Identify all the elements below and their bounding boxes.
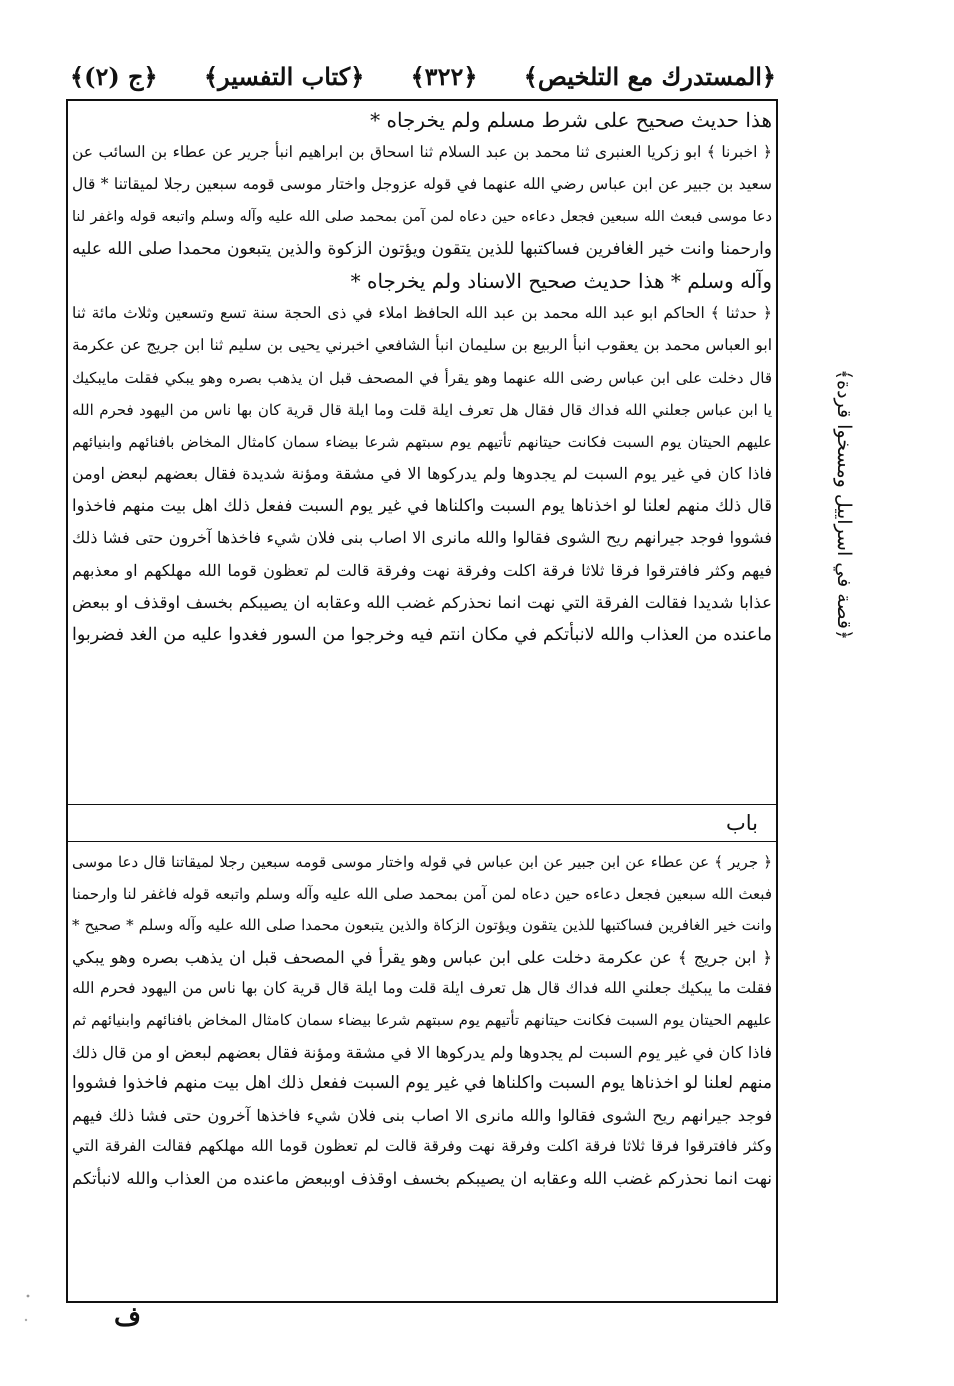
summary-line: منهم لعلنا لو اخذناها يوم السبت واكلناها في غير يوم السبت ففعل ذلك اهل بيت منهم فاخذوا فشووا [72, 1073, 772, 1094]
text-line: عذابا شديدا فقالت الفرقة التي نهت انما نحذركم غضب الله وعقابه ان يصيبكم بخسف اوقذف او ببعض [72, 592, 772, 612]
summary-line: ﴿ جرير ﴾ عن عطاء عن ابن جبير عن ابن عباس في قوله واختار موسى قومه سبعين رجلا لميقاتنا قال دعا موسى [72, 853, 772, 871]
page-number: ﴿٣٢٢﴾ [410, 61, 478, 91]
running-header [70, 56, 776, 96]
text-line: فاذا كان في غير يوم السبت لم يجدوها ولم يدركوها الا في مشقة ومؤنة شديدة فقال بعضهم لبعض اومن [72, 464, 772, 484]
summary-line: فوجد جيرانهم ريح الشوى فقالوا والله مانرى الا اصاب بنى فلان شيء فاخذها آخرون حتى فشا ذلك فيهم [72, 1105, 772, 1125]
section-title: ﴿كتاب التفسير﴾ [203, 61, 365, 91]
main-text-block [72, 104, 772, 651]
text-line: ﴿ اخبرنا ﴾ ابو زكريا العنبرى ثنا محمد بن عبد السلام ثنا اسحاق بن ابراهيم انبأ جرير عن عطاء بن السائب عن [72, 143, 772, 162]
summary-line: وانت خير الغافرين فساكتبها للذين يتقون ويؤتون الزكاة والذين يتبعون محمدا صلى الله عليه وآله وسلم * صحيح * [72, 916, 772, 935]
text-line: عليهم الحيتان يوم السبت فكانت حيتانهم تأتيهم يوم سبتهم شرعا بيضاء سمان كامثال المخاض بافنائهم وابنيائهم [72, 432, 772, 451]
text-line: ماعنده من العذاب والله لانبأتكم في مكان انتم فيه وخرجوا من السور فغدوا عليه من الغد فضربوا [72, 625, 772, 645]
scan-speck-icon [18, 1290, 38, 1330]
volume-label: ﴿ج (٢)﴾ [70, 61, 158, 91]
summary-text-block [72, 847, 772, 1195]
summary-line: نهت انما نحذركم غضب الله وعقابه ان يصيبكم بخسف اوقذف اوببعض ماعنده من العذاب والله لانبأتكم [72, 1168, 772, 1188]
text-line: هذا حديث صحيح على شرط مسلم ولم يخرجاه * [370, 108, 772, 132]
text-line: فشووا فوجد جيرانهم ريح الشوى فقالوا والله مانرى الا اصاب بنى فلان شيء فاخذها آخرون حتى فشا ذلك [72, 528, 772, 548]
summary-line: وكثر فافترقوا فرقا ثلاثا فرقة اكلت وفرقة نهت وفرقة قالت لم تعظون قوما الله مهلكهم فقالت الفرقة التي [72, 1137, 772, 1156]
margin-note: ﴿قصة في اسراييل ومسخوا قردة﴾ [833, 368, 855, 640]
text-line: سعيد بن جبير عن ابن عباس رضي الله عنهما في قوله عزوجل واختار موسى قومه سبعين رجلا لميقاتنا * قال [72, 175, 772, 194]
text-line: قال ذلك منهم لعلنا لو اخذناها يوم السبت واكلناها في غير يوم السبت ففعل ذلك اهل بيت منهم فاخذوا [72, 496, 772, 516]
text-line: قال دخلت على ابن عباس رضى الله عنهما وهو يقرأ في المصحف قبل ان يذهب بصره وهو يبكي فقلت مايبكيك [72, 368, 772, 387]
summary-line: عليهم الحيتان يوم السبت فكانت حيتانهم تأتيهم يوم سبتهم شرعا بيضاء سمان كامثال المخاض بافنائهم وابنيائهم ثم [72, 1010, 772, 1029]
section-label: باب [725, 811, 758, 835]
summary-line: فبعث الله سبعين فجعل دعاءه حين دعاه لمن آمن بمحمد صلى الله عليه وآله وسلم واتبعه قوله فاغفر لنا وارحمنا [72, 884, 772, 903]
book-title: ﴿المستدرك مع التلخيص﴾ [523, 61, 776, 91]
section-divider-bottom [66, 841, 778, 842]
text-line: وارحمنا وانت خير الغافرين فساكتبها للذين يتقون ويؤتون الزكوة والذين يتبعون محمدا صلى الله عليه [72, 238, 772, 259]
text-line: وآله وسلم * هذا حديث صحيح الاسناد ولم يخرجاه * [350, 268, 772, 293]
text-line: يا ابن عباس جعلني الله فداك قال فقال هل تعرف ايلة قلت وما ايلة قال قرية كان بها ناس من اليهود فحرم الله [72, 400, 772, 419]
summary-line: فاذا كان في غير يوم السبت لم يجدوها ولم يدركوها الا في مشقة ومؤنة فقال بعضهم لبعض او من قال ذلك [72, 1042, 772, 1062]
text-line: فيهم وكثر فافترقوا فرقا ثلاثا فرقة اكلت وفرقة نهت وفرقة قالت لم تعظون قوما الله مهلكهم او معذبهم [72, 560, 772, 580]
text-line: دعا موسى فبعث الله سبعين فجعل دعاءه حين دعاه لمن آمن بمحمد صلى الله عليه وآله وسلم واتبعه قوله واغفر لنا [72, 208, 772, 225]
text-line: ابو العباس محمد بن يعقوب انبأ الربيع بن سليمان انبأ الشافعي اخبرني يحيى بن سليم ثنا ابن جريج عن عكرمة [72, 336, 772, 355]
section-divider-top [66, 804, 778, 805]
summary-line: فقلت ما يبكيك جعلني الله فداك قال هل تعرف ايلة قلت وما ايلة قال قرية كان بها ناس من اليهود فحرم الله [72, 979, 772, 998]
text-line: ﴿ حدثنا ﴾ الحاكم ابو عبد الله محمد بن عبد الله الحافظ املاء في ذى الحجة سنة تسع وتسعين وثلاث مائة ثنا [72, 304, 772, 323]
summary-line: ﴿ ابن جريج ﴾ عن عكرمة دخلت على ابن عباس وهو يقرأ في المصحف قبل ان يذهب بصره وهو يبكي [72, 947, 772, 967]
catchword: ف [114, 1302, 141, 1332]
